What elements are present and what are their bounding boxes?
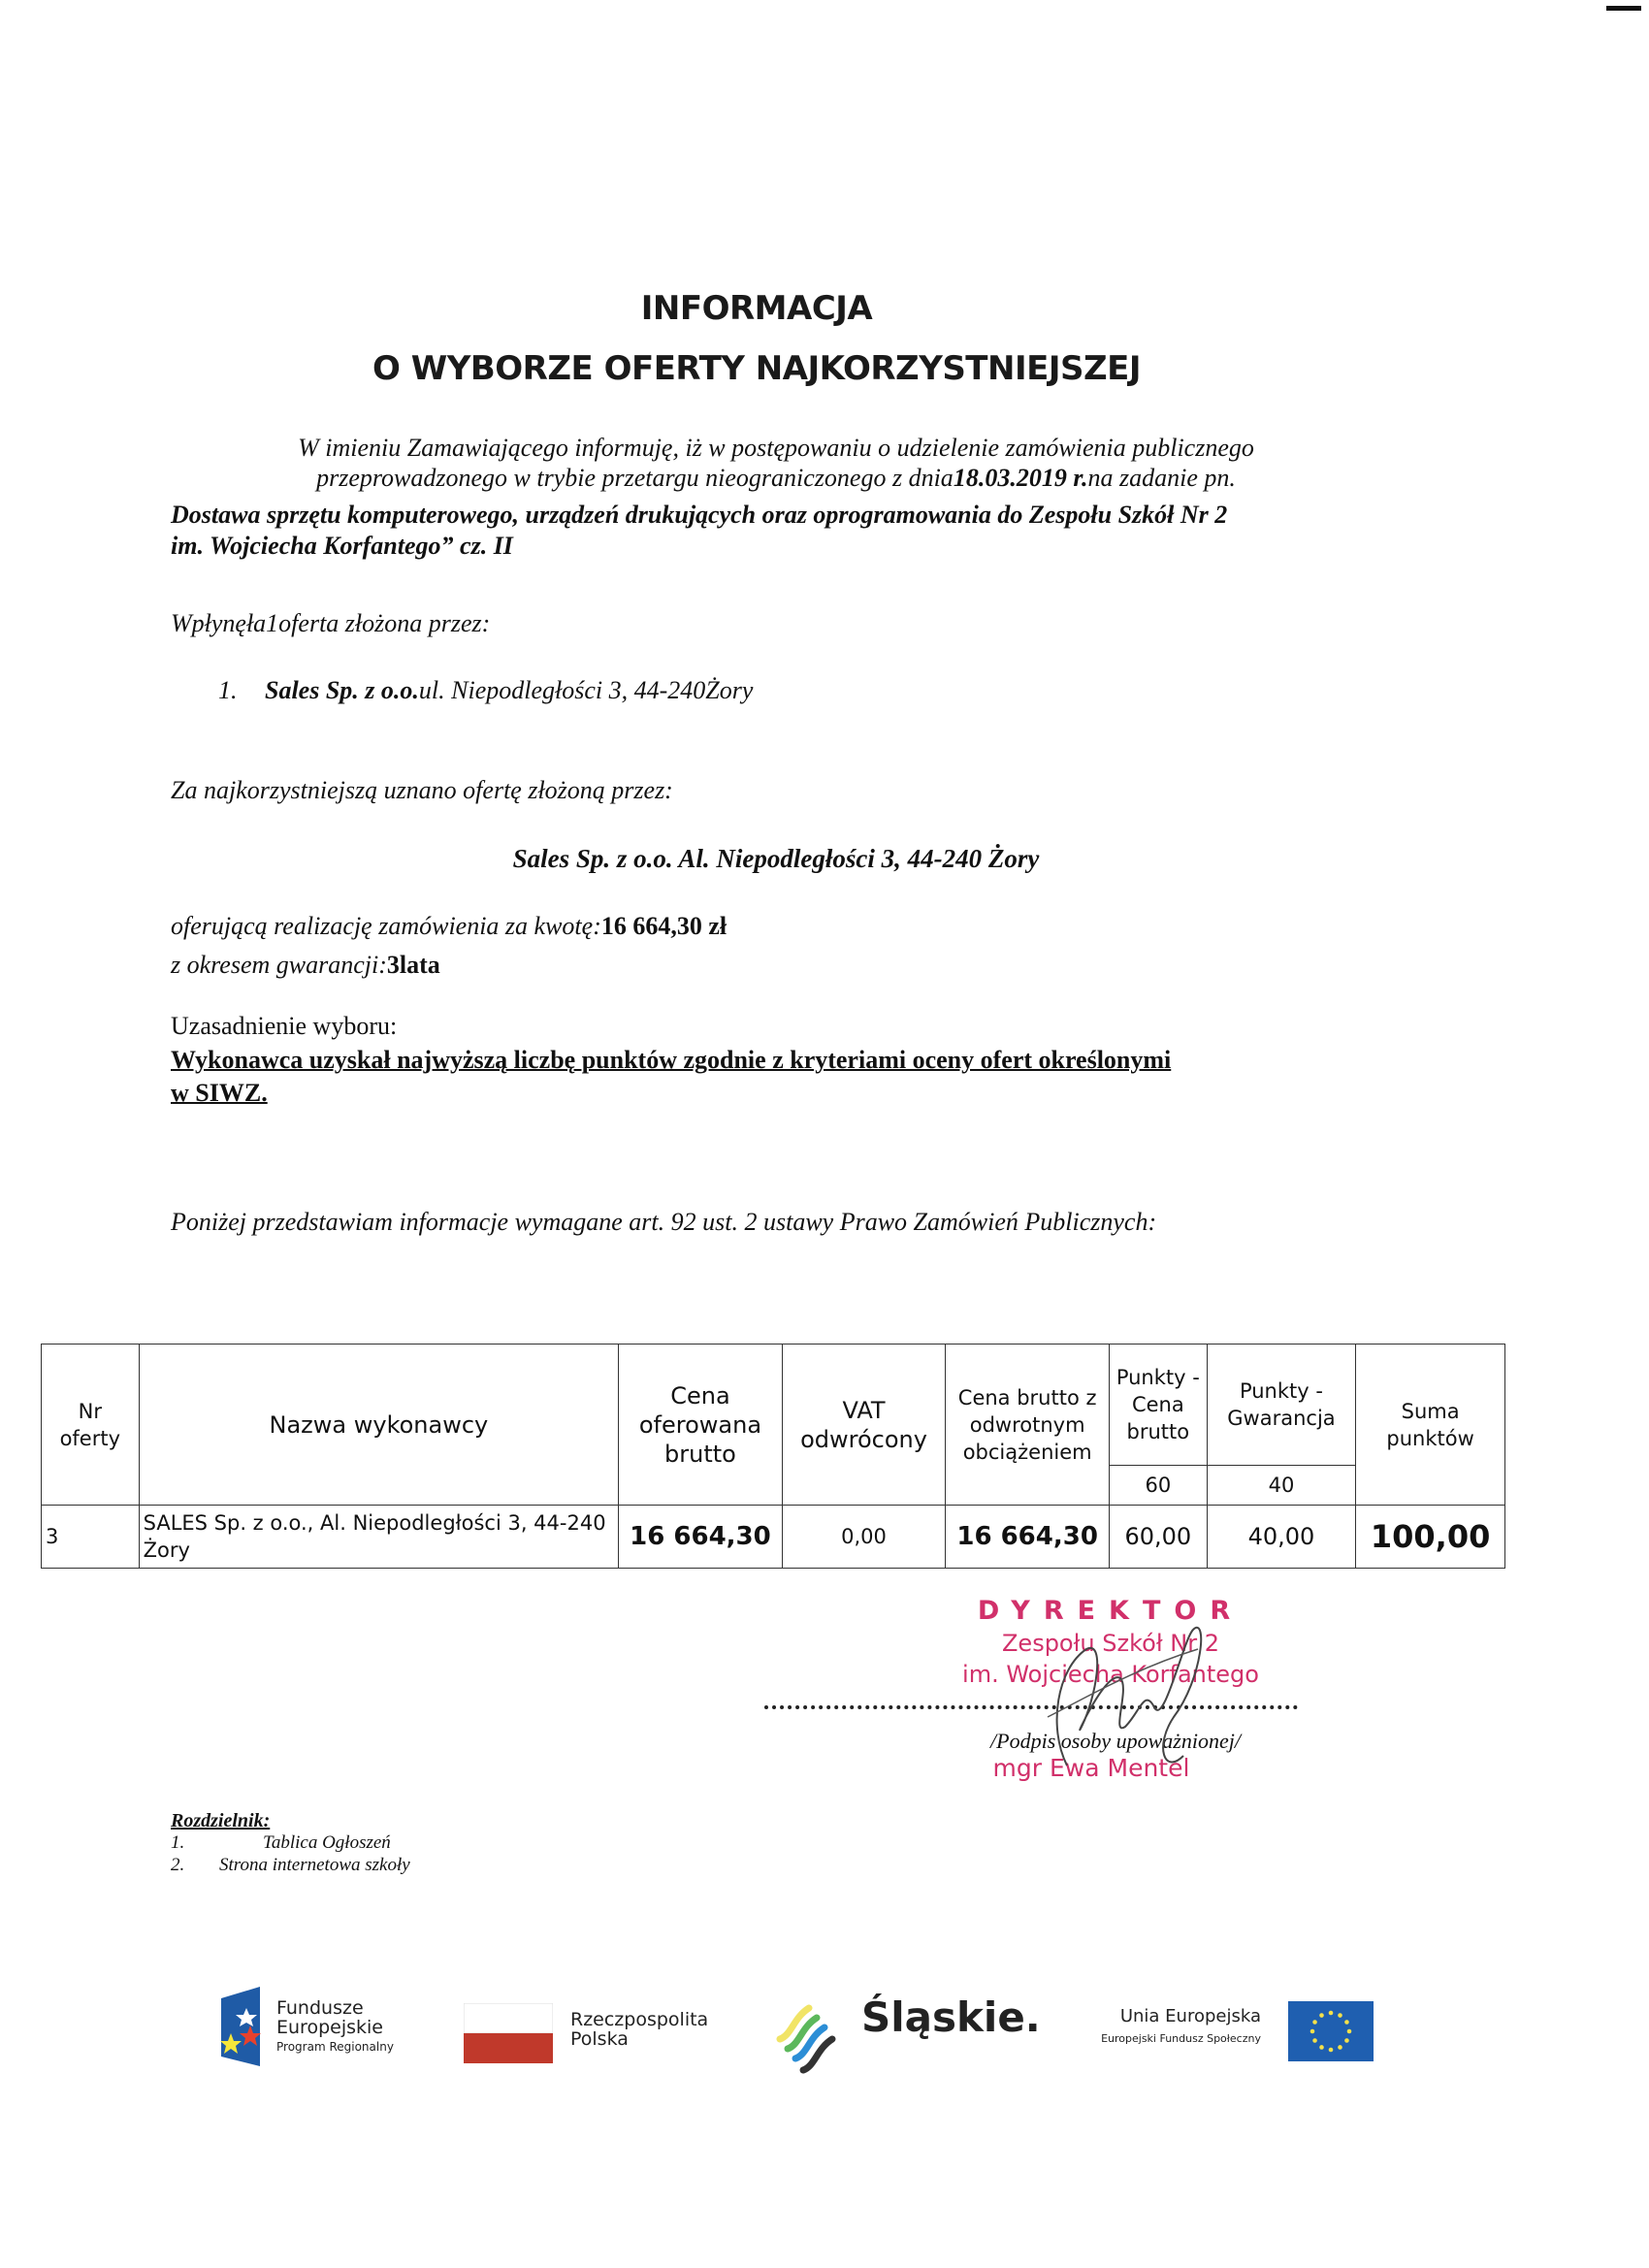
distribution-item (171, 1832, 391, 1854)
best-offer-label: Za najkorzystniejszą uznano ofertę złożoną przez: (171, 776, 673, 804)
procedure-date: 18.03.2019 r. (953, 464, 1088, 492)
offer-number: 1. (218, 676, 238, 704)
best-offer-name: Sales Sp. z o.o. Al. Niepodległości 3, 44-240 Żory (512, 844, 1040, 873)
received-label: Wpłynęła1oferta złożona przez: (171, 609, 491, 637)
header-points-price: Punkty - Cena brutto (1109, 1345, 1207, 1466)
eu-flag-icon (1288, 2001, 1374, 2061)
warranty-value: 3lata (386, 951, 440, 979)
weight-warranty: 40 (1207, 1466, 1356, 1506)
cell-price: 16 664,30 (619, 1506, 783, 1569)
fundusze-europejskie-logo-icon (217, 1987, 264, 2066)
task-line-1: Dostawa sprzętu komputerowego, urządzeń drukujących oraz oprogramowania do Zespołu Szkół Nr 2 (171, 501, 1228, 529)
eu-star-icon (1310, 2029, 1315, 2034)
header-points-warranty: Punkty - Gwarancja (1207, 1345, 1356, 1466)
distribution-number: 2. (171, 1855, 185, 1875)
eu-star-icon (1329, 2011, 1334, 2016)
rp-line-1: Rzeczpospolita (570, 2009, 709, 2030)
eu-star-icon (1319, 2013, 1324, 2018)
distribution-text: Strona internetowa szkoły (219, 1855, 410, 1875)
eu-star-icon (1312, 2020, 1317, 2025)
distribution-item (171, 1855, 410, 1876)
cell-points-price: 60,00 (1109, 1506, 1207, 1569)
distribution-title: Rozdzielnik: (171, 1810, 271, 1831)
cell-sum: 100,00 (1356, 1506, 1505, 1569)
justification-line-2: w SIWZ. (171, 1079, 268, 1107)
weight-price: 60 (1109, 1466, 1207, 1506)
cell-nr: 3 (42, 1506, 140, 1569)
slaskie-logo-icon (776, 2000, 840, 2076)
task-line-2: im. Wojciecha Korfantego” cz. II (171, 532, 513, 560)
handwritten-signature (1028, 1610, 1222, 1785)
eu-star-icon (1338, 2013, 1342, 2018)
cell-points-warranty: 40,00 (1207, 1506, 1356, 1569)
header-name: Nazwa wykonawcy (139, 1345, 619, 1506)
offers-table (41, 1344, 1505, 1569)
efs-text: Europejski Fundusz Społeczny (1101, 2032, 1261, 2045)
intro-prefix: przeprowadzonego w trybie przetargu nieograniczonego z dnia (316, 464, 954, 492)
offer-company: Sales Sp. z o.o. (265, 676, 419, 704)
eu-star-icon (1344, 2020, 1349, 2025)
stamp-line-2: im. Wojciecha Korfantego (962, 1661, 1259, 1688)
justification-text (171, 1044, 1335, 1110)
header-price-reverse: Cena brutto z odwrotnym obciążeniem (946, 1345, 1110, 1506)
signature-caption: /Podpis osoby upoważnionej/ (990, 1729, 1241, 1753)
table-row (42, 1506, 1505, 1569)
program-regionalny-text: Program Regionalny (276, 2040, 394, 2054)
received-offer-item (218, 676, 753, 705)
offer-amount (171, 912, 727, 941)
justification-line-1: Wykonawca uzyskał najwyższą liczbę punktów zgodnie z kryteriami oceny ofert określonymi (171, 1046, 1172, 1074)
eu-star-icon (1338, 2045, 1342, 2050)
legal-note: Poniżej przedstawiam informacje wymagane art. 92 ust. 2 ustawy Prawo Zamówień Publicznych: (171, 1208, 1157, 1236)
rp-line-2: Polska (570, 2028, 629, 2050)
warranty-label: z okresem gwarancji: (171, 951, 387, 979)
cell-vat: 0,00 (782, 1506, 946, 1569)
eu-star-icon (1347, 2029, 1352, 2034)
header-nr: Nr oferty (42, 1345, 140, 1506)
slaskie-text: Śląskie. (861, 1993, 1041, 2041)
intro-suffix: na zadanie pn. (1087, 464, 1236, 492)
eu-star-icon (1344, 2038, 1349, 2043)
offer-warranty (171, 951, 440, 980)
task-name (171, 500, 1393, 562)
page-title: INFORMACJA (640, 289, 873, 328)
page-subtitle: O WYBORZE OFERTY NAJKORZYSTNIEJSZEJ (372, 349, 1141, 388)
eu-star-icon (1319, 2045, 1324, 2050)
unia-europejska-text: Unia Europejska (1119, 2006, 1261, 2026)
eu-star-icon (1312, 2038, 1317, 2043)
polish-flag-icon (464, 2003, 553, 2063)
justification-label: Uzasadnienie wyboru: (171, 1012, 398, 1040)
header-vat: VAT odwrócony (782, 1345, 946, 1506)
rzeczpospolita-polska-text (570, 2010, 708, 2049)
amount-label: oferującą realizację zamówienia za kwotę: (171, 912, 601, 940)
fe-line-1: Fundusze (276, 1997, 364, 2019)
intro-line-1: W imieniu Zamawiającego informuję, iż w postępowaniu o udzielenie zamówienia publicznego (298, 434, 1254, 462)
stamp-name: mgr Ewa Mentel (992, 1754, 1190, 1782)
cell-price-reverse: 16 664,30 (946, 1506, 1110, 1569)
fe-line-2: Europejskie (276, 2017, 383, 2038)
table-header-row (42, 1345, 1505, 1466)
offer-address: ul. Niepodległości 3, 44-240Żory (418, 676, 754, 704)
header-sum: Suma punktów (1356, 1345, 1505, 1506)
stamp-line-1: Zespołu Szkół Nr 2 (1001, 1630, 1219, 1657)
amount-value: 16 664,30 zł (600, 912, 728, 940)
header-price: Cena oferowana brutto (619, 1345, 783, 1506)
stamp-title: DYREKTOR (977, 1596, 1245, 1626)
distribution-number: 1. (171, 1832, 185, 1853)
intro-line-2 (146, 464, 1406, 493)
scan-mark (1606, 6, 1641, 11)
fundusze-europejskie-text (276, 1998, 383, 2037)
distribution-text: Tablica Ogłoszeń (263, 1832, 391, 1853)
eu-star-icon (1329, 2048, 1334, 2053)
cell-name: SALES Sp. z o.o., Al. Niepodległości 3, 44-240 Żory (139, 1506, 619, 1569)
